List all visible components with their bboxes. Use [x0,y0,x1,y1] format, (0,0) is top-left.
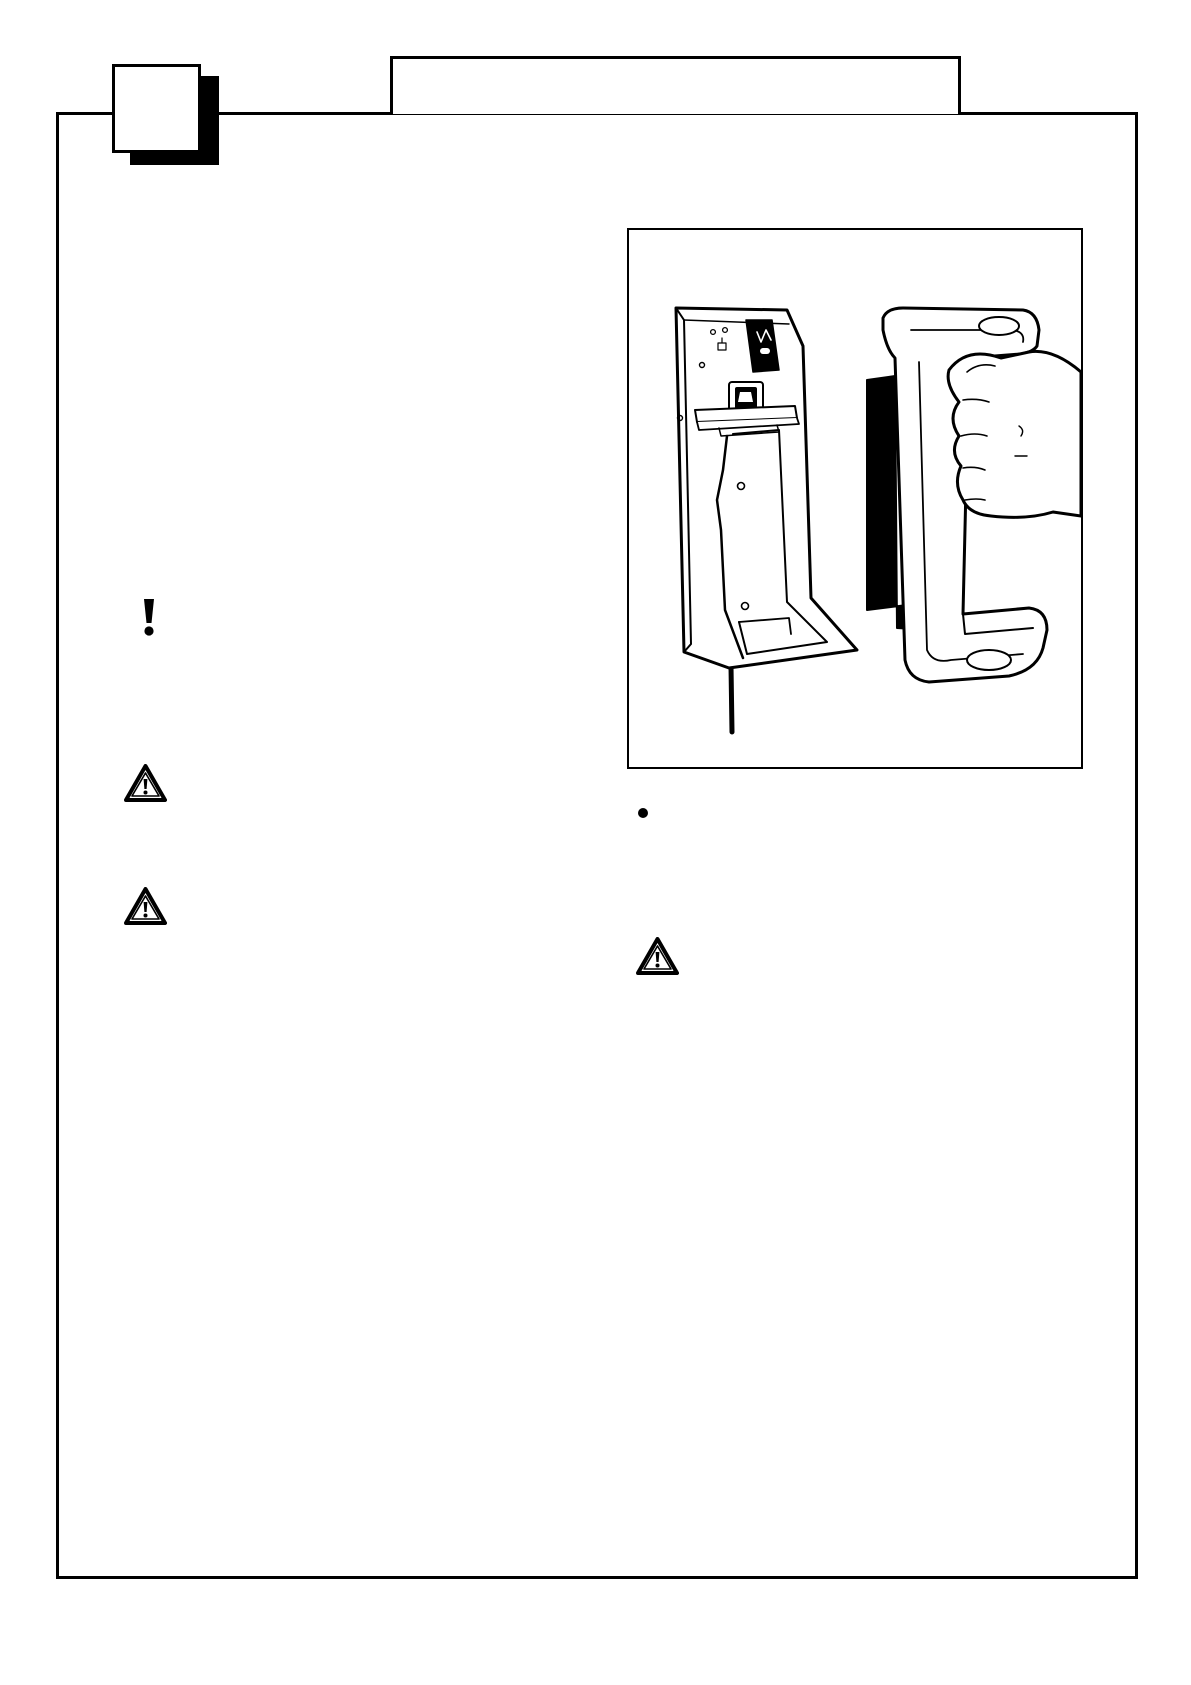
warning-triangle-icon [124,887,167,925]
device-holder-illustration [629,230,1081,767]
chapter-box [112,64,201,153]
header-tab [390,56,961,114]
bullet-dot-icon [637,807,649,819]
exclamation-icon [140,597,158,637]
notice-row [140,597,158,637]
figure-frame [627,228,1083,769]
wall-holder [676,308,857,732]
warning-row-3 [636,937,679,975]
handheld-device [867,308,1081,682]
warning-triangle-icon [636,937,679,975]
warning-row-2 [124,887,167,925]
warning-row-1 [124,764,167,802]
warning-triangle-icon [124,764,167,802]
bullet-row [637,807,649,819]
